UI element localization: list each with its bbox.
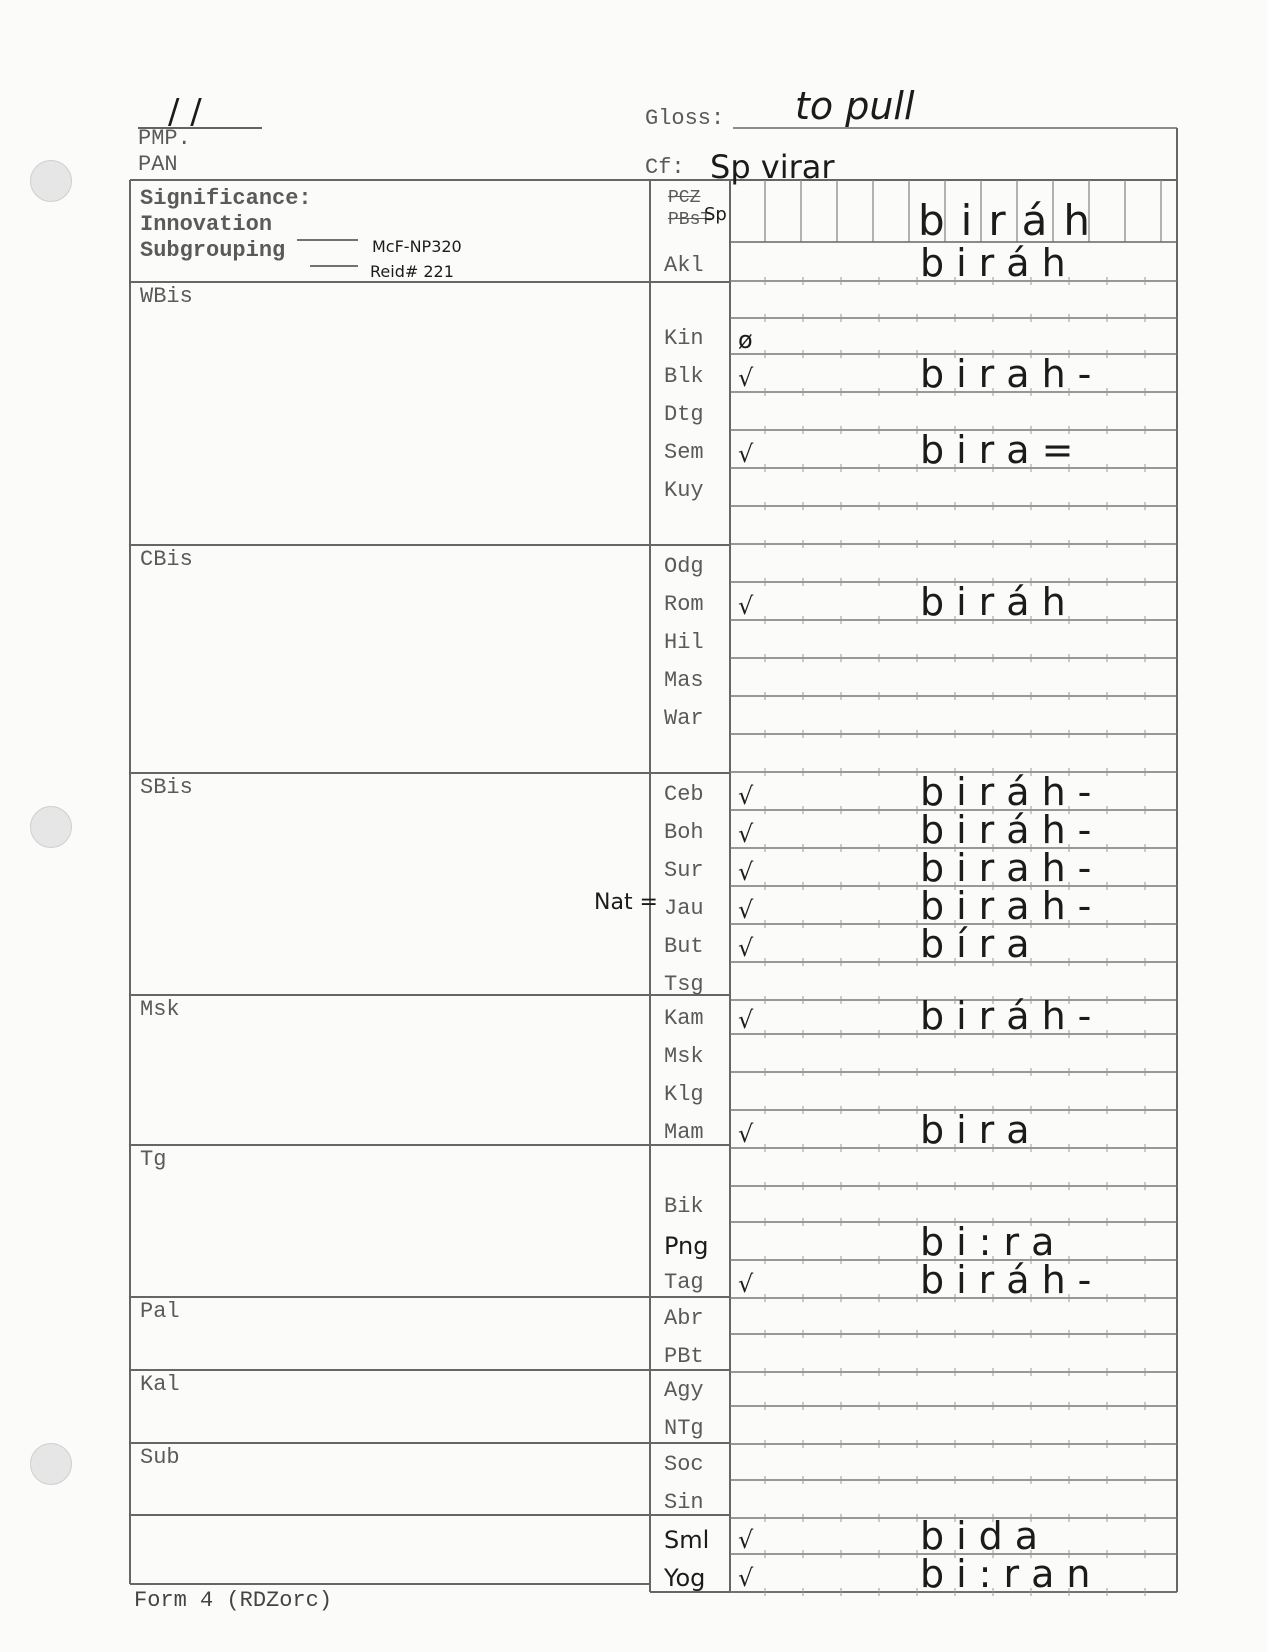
innovation-label: Innovation [140, 212, 273, 237]
language-code-pbt: PBt [664, 1344, 704, 1369]
cf-label: Cf: [645, 155, 685, 180]
check-mark: √ [738, 858, 754, 886]
reflex-form: biráh- [920, 994, 1104, 1038]
reflex-form: birah- [920, 884, 1104, 928]
language-code-bik: Bik [664, 1194, 704, 1219]
subgrouping-label: Subgrouping [140, 238, 286, 263]
language-code-ceb: Ceb [664, 782, 704, 807]
check-mark: √ [738, 1006, 754, 1034]
gloss-value: to pull [795, 84, 915, 128]
language-code-mam: Mam [664, 1120, 704, 1145]
group-label-sbis: SBis [140, 775, 193, 800]
language-code-rom: Rom [664, 592, 704, 617]
language-code-jau: Jau [664, 896, 704, 921]
reference-note: McF-NP320 [372, 237, 462, 256]
group-label-msk: Msk [140, 997, 180, 1022]
check-mark: √ [738, 934, 754, 962]
language-code-abr: Abr [664, 1306, 704, 1331]
reflex-form: bida [920, 1514, 1051, 1558]
check-mark: √ [738, 592, 754, 620]
gloss-label: Gloss: [645, 106, 725, 131]
reflex-form: biráh- [920, 808, 1104, 852]
language-code-mas: Mas [664, 668, 704, 693]
language-code-sur: Sur [664, 858, 704, 883]
group-label-pal: Pal [140, 1299, 180, 1324]
proto-label-bottom: PBsT [668, 210, 712, 230]
language-code-akl: Akl [664, 253, 704, 278]
group-label-cbis: CBis [140, 547, 193, 572]
language-code-sin: Sin [664, 1490, 704, 1515]
form-footer: Form 4 (RDZorc) [134, 1588, 333, 1613]
language-code-msk: Msk [664, 1044, 704, 1069]
reflex-form: biráh [920, 241, 1078, 285]
jau-note: Nat = [594, 890, 658, 915]
proto-mark: Sp [704, 204, 727, 225]
language-code-odg: Odg [664, 554, 704, 579]
language-code-sml: Sml [664, 1526, 710, 1554]
pmp-label: PMP. [138, 126, 191, 151]
check-mark: √ [738, 820, 754, 848]
language-code-boh: Boh [664, 820, 704, 845]
reflex-form: birah- [920, 352, 1104, 396]
check-mark: √ [738, 896, 754, 924]
language-code-png: Png [664, 1232, 709, 1260]
language-code-kin: Kin [664, 326, 704, 351]
language-code-ntg: NTg [664, 1416, 704, 1441]
significance-label: Significance: [140, 186, 312, 211]
cf-value: Sp virar [710, 148, 835, 186]
language-code-dtg: Dtg [664, 402, 704, 427]
check-mark: ø [738, 326, 753, 354]
language-code-kuy: Kuy [664, 478, 704, 503]
language-code-but: But [664, 934, 704, 959]
reference-note: Reid# 221 [370, 262, 454, 281]
check-mark: √ [738, 440, 754, 468]
language-code-war: War [664, 706, 704, 731]
language-code-hil: Hil [664, 630, 704, 655]
reflex-form: biráh [920, 580, 1078, 624]
reflex-form: birah- [920, 846, 1104, 890]
group-label-kal: Kal [140, 1372, 180, 1397]
proto-form: biráh [918, 196, 1106, 245]
reflex-form: bira [920, 1108, 1042, 1152]
language-code-tag: Tag [664, 1270, 704, 1295]
reflex-form: bi:ran [920, 1552, 1103, 1596]
group-label-sub: Sub [140, 1445, 180, 1470]
reflex-form: bira= [920, 428, 1086, 472]
check-mark: √ [738, 1526, 754, 1554]
language-code-sem: Sem [664, 440, 704, 465]
language-code-blk: Blk [664, 364, 704, 389]
check-mark: √ [738, 1564, 754, 1592]
check-mark: √ [738, 364, 754, 392]
reflex-form: bi:ra [920, 1220, 1067, 1264]
top-marks: / / [168, 92, 202, 132]
language-code-agy: Agy [664, 1378, 704, 1403]
check-mark: √ [738, 1270, 754, 1298]
reflex-form: bíra [920, 922, 1042, 966]
language-code-soc: Soc [664, 1452, 704, 1477]
language-code-klg: Klg [664, 1082, 704, 1107]
check-mark: √ [738, 782, 754, 810]
group-label-wbis: WBis [140, 284, 193, 309]
proto-label-top: PCZ [668, 188, 701, 208]
pan-label: PAN [138, 152, 178, 177]
check-mark: √ [738, 1120, 754, 1148]
language-code-tsg: Tsg [664, 972, 704, 997]
language-code-yog: Yog [664, 1564, 706, 1592]
group-label-tg: Tg [140, 1147, 167, 1172]
language-code-kam: Kam [664, 1006, 704, 1031]
reflex-form: biráh- [920, 770, 1104, 814]
reflex-form: biráh- [920, 1258, 1104, 1302]
